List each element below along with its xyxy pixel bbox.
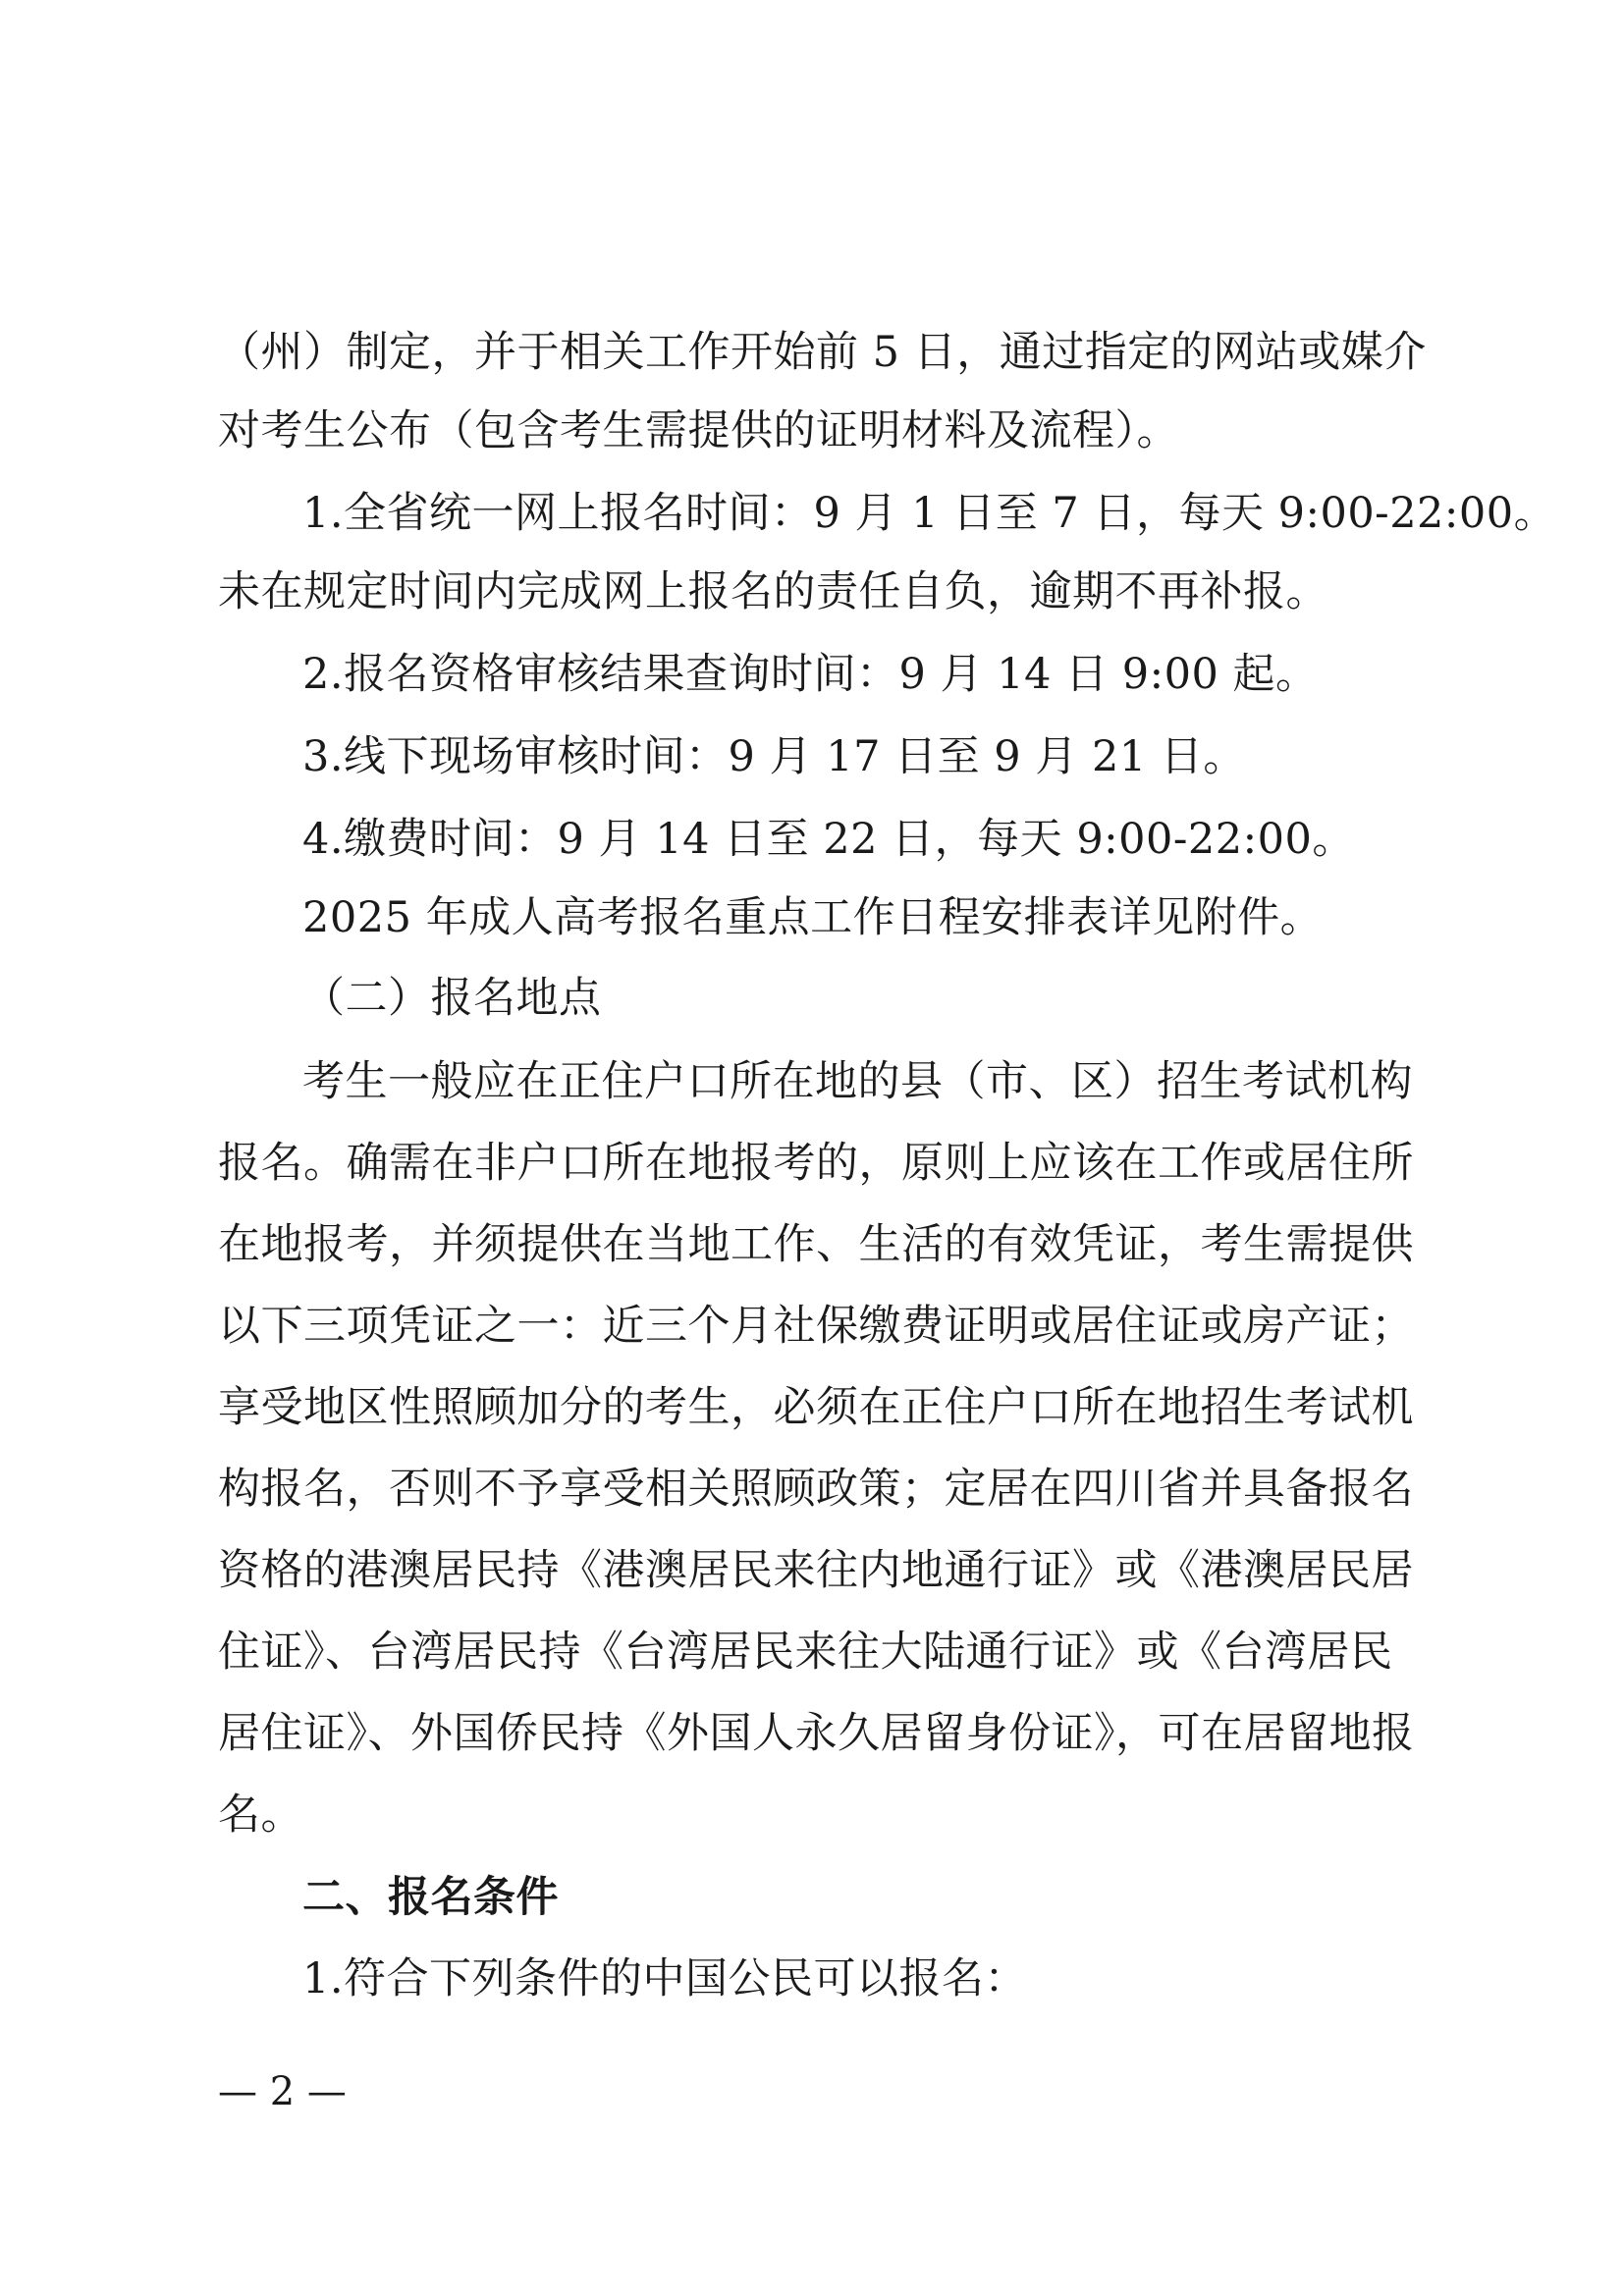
paragraph-line: 1.符合下列条件的中国公民可以报名： <box>302 1954 1028 2003</box>
paragraph-line: （州）制定，并于相关工作开始前 5 日，通过指定的网站或媒介 <box>218 328 1427 377</box>
paragraph-line: 享受地区性照顾加分的考生，必须在正住户口所在地招生考试机 <box>218 1383 1414 1432</box>
paragraph-line: 3.线下现场审核时间：9 月 17 日至 9 月 21 日。 <box>302 732 1246 781</box>
paragraph-line: 2.报名资格审核结果查询时间：9 月 14 日 9:00 起。 <box>302 650 1319 699</box>
paragraph-line: 名。 <box>218 1790 303 1840</box>
paragraph-line: 构报名，否则不予享受相关照顾政策；定居在四川省并具备报名 <box>218 1465 1414 1514</box>
paragraph-line: 4.缴费时间：9 月 14 日至 22 日，每天 9:00-22:00。 <box>302 815 1355 864</box>
paragraph-line: 未在规定时间内完成网上报名的责任自负，逾期不再补报。 <box>218 567 1328 616</box>
paragraph-line: 1.全省统一网上报名时间：9 月 1 日至 7 日，每天 9:00-22:00。 <box>302 489 1557 538</box>
paragraph-line: 以下三项凭证之一：近三个月社保缴费证明或居住证或房产证； <box>218 1302 1414 1351</box>
page-number: — 2 — <box>218 2069 347 2114</box>
section-subheading: （二）报名地点 <box>302 974 602 1023</box>
paragraph-line: 居住证》、外国侨民持《外国人永久居留身份证》，可在居留地报 <box>218 1709 1415 1758</box>
paragraph-line: 2025 年成人高考报名重点工作日程安排表详见附件。 <box>302 893 1324 942</box>
section-heading: 二、报名条件 <box>302 1873 559 1922</box>
paragraph-line: 住证》、台湾居民持《台湾居民来往大陆通行证》或《台湾居民 <box>218 1628 1393 1677</box>
paragraph-line: 资格的港澳居民持《港澳居民来往内地通行证》或《港澳居民居 <box>218 1546 1414 1595</box>
paragraph-line: 报名。确需在非户口所在地报考的，原则上应该在工作或居住所 <box>218 1139 1414 1188</box>
paragraph-line: 在地报考，并须提供在当地工作、生活的有效凭证，考生需提供 <box>218 1220 1414 1269</box>
paragraph-line: 对考生公布（包含考生需提供的证明材料及流程）。 <box>218 406 1179 455</box>
paragraph-line: 考生一般应在正住户口所在地的县（市、区）招生考试机构 <box>302 1057 1413 1106</box>
